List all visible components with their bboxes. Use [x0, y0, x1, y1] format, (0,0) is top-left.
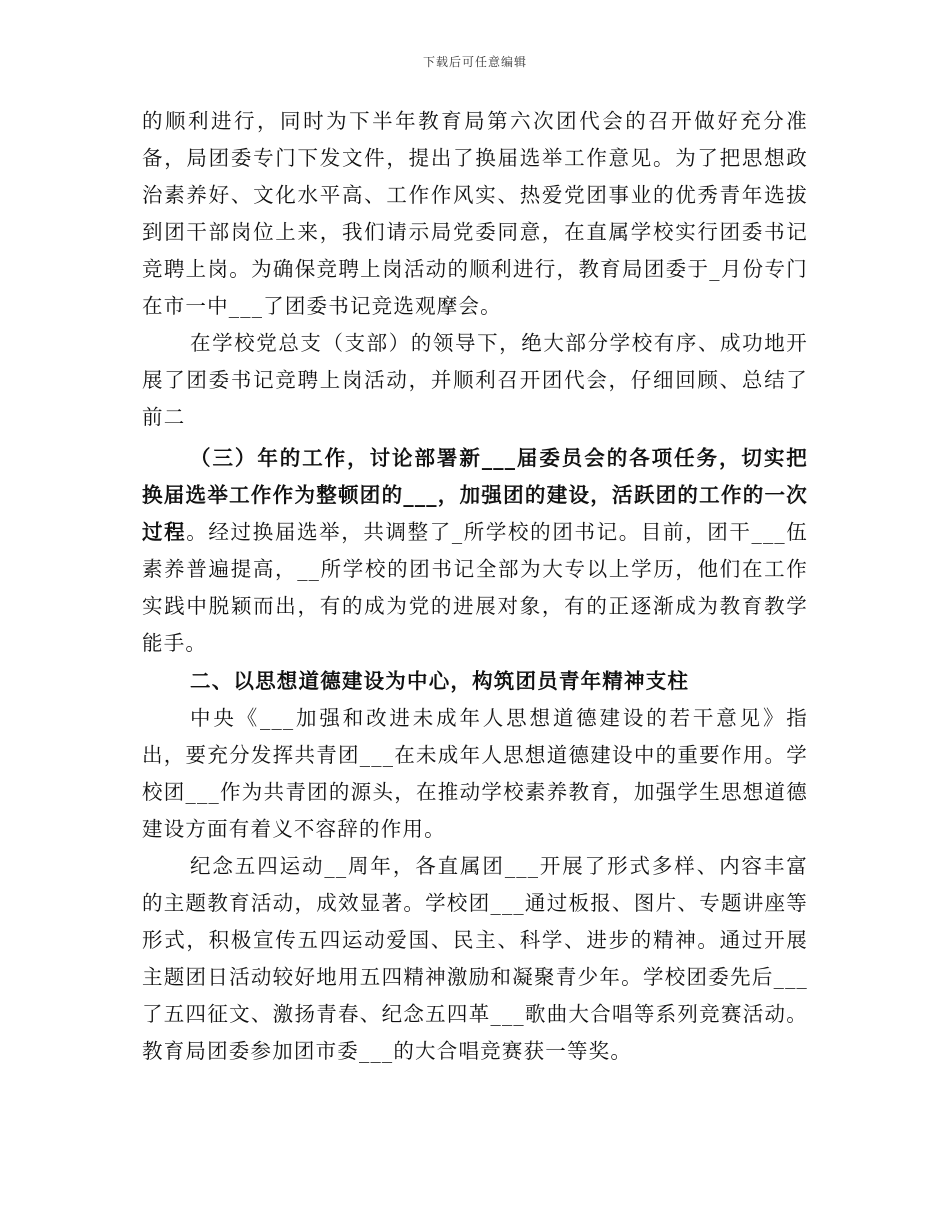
paragraph-continuation: 的顺利进行，同时为下半年教育局第六次团代会的召开做好充分准备，局团委专门下发文件，提出了换届选举工作意见。为了把思想政治素养好、文化水平高、工作作风实、热爱党团事业的优秀青年选拔到团干部岗位上来，我们请示局党委同意，在直属学校实行团委书记竞聘上岗。为确保竞聘上岗活动的顺利进行，教育局团委于_月份专门在市一中___了团委书记竞选观摩会。 — [142, 109, 808, 318]
document-body — [142, 103, 808, 1070]
page-header: 下载后可任意编辑 — [422, 55, 527, 69]
section-heading: 二、以思想道德建设为中心，构筑团员青年精神支柱 — [190, 669, 690, 693]
paragraph-election: 在学校党总支（支部）的领导下，绝大部分学校有序、成功地开展了团委书记竞聘上岗活动，并顺利召开团代会，仔细回顾、总结了前二 — [142, 331, 808, 429]
paragraph-review-bold: （三）年的工作，讨论部署新___届委员会的各项任务，切实把换届选举工作作为整顿团的___，加强团的建设，活跃团的工作的一次过程 — [142, 446, 808, 544]
paragraph-may-fourth: 纪念五四运动__周年，各直属团___开展了形式多样、内容丰富的主题教育活动，成效显著。学校团___通过板报、图片、专题讲座等形式，积极宣传五四运动爱国、民主、科学、进步的精神。通过开展主题团日活动较好地用五四精神激励和凝聚青少年。学校团委先后___了五四征文、激扬青春、纪念五四革___歌曲大合唱等系列竞赛活动。教育局团委参加团市委___的大合唱竞赛获一等奖。 — [142, 854, 808, 1063]
paragraph-central-opinion: 中央《___加强和改进未成年人思想道德建设的若干意见》指出，要充分发挥共青团___在未成年人思想道德建设中的重要作用。学校团___作为共青团的源头，在推动学校素养教育，加强学生思想道德建设方面有着义不容辞的作用。 — [142, 706, 808, 841]
paragraph-review-normal: 。经过换届选举，共调整了_所学校的团书记。目前，团干___伍素养普遍提高，__所学校的团书记全部为大专以上学历，他们在工作实践中脱颖而出，有的成为党的进展对象，有的正逐渐成为教育教学能手。 — [142, 520, 809, 655]
paragraph-review — [142, 440, 808, 662]
